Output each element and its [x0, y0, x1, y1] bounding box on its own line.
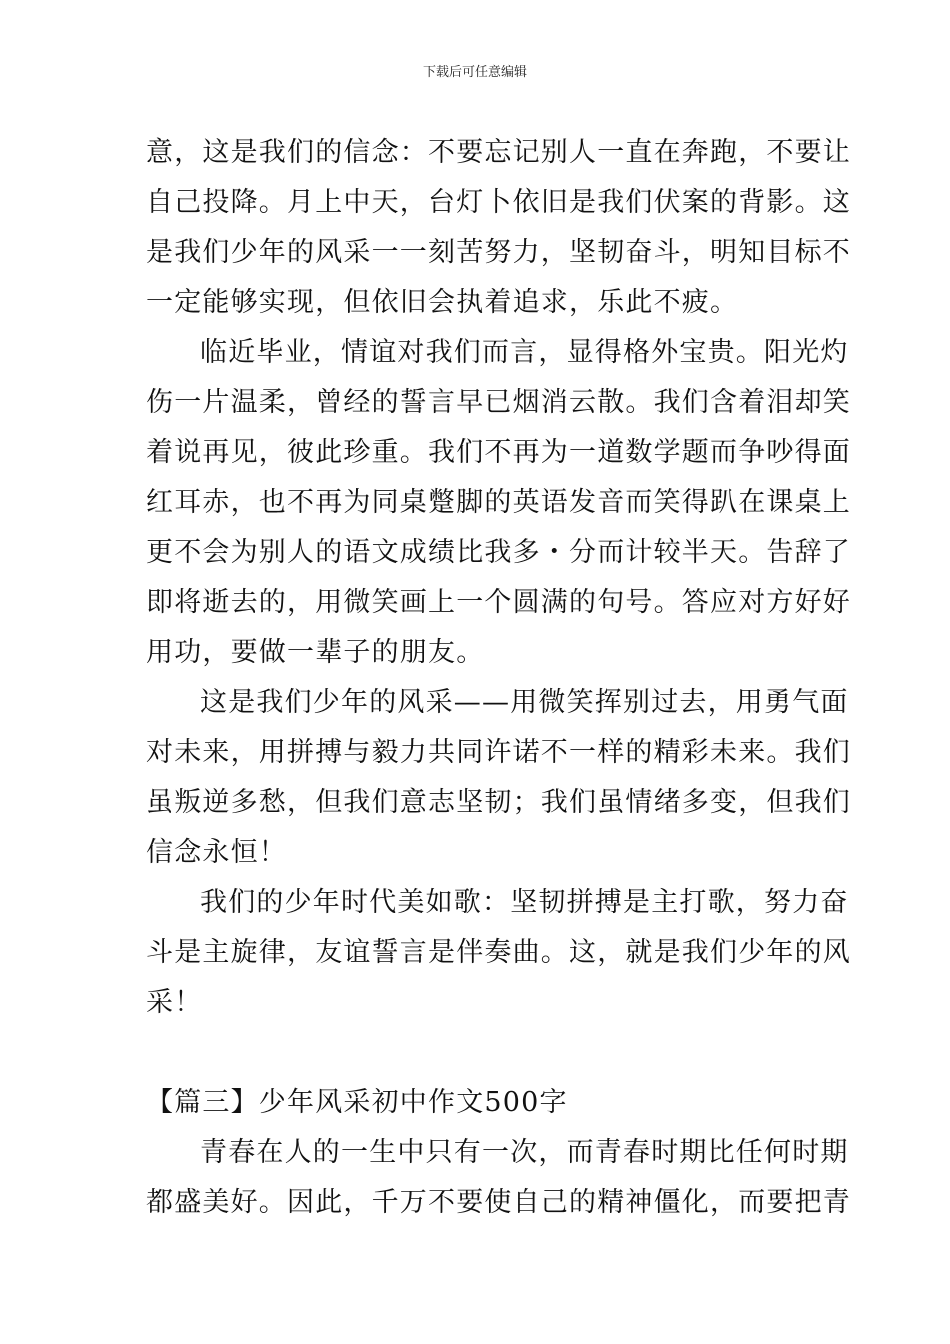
page-header: 下载后可任意编辑 — [422, 65, 527, 80]
text-line: 伤一片温柔，曾经的誓言早已烟消云散。我们含着泪却笑 — [146, 387, 851, 418]
text-line: 虽叛逆多愁，但我们意志坚韧；我们虽情绪多变，但我们 — [146, 787, 851, 818]
text-line: 是我们少年的风采一一刻苦努力，坚韧奋斗，明知目标不 — [146, 237, 851, 268]
paragraph-first-line: 我们的少年时代美如歌：坚韧拼搏是主打歌，努力奋 — [200, 887, 849, 918]
text-line: 信念永恒！ — [146, 837, 287, 868]
blank-line — [146, 1028, 808, 1078]
text-line: 一定能够实现，但依旧会执着追求，乐此不疲。 — [146, 287, 739, 318]
text-line: 都盛美好。因此，千万不要使自己的精神僵化，而要把青 — [146, 1187, 851, 1218]
paragraph-first-line: 临近毕业，情谊对我们而言，显得格外宝贵。阳光灼 — [200, 337, 849, 368]
paragraph-first-line: 青春在人的一生中只有一次，而青春时期比任何时期 — [200, 1137, 849, 1168]
text-line: 意，这是我们的信念：不要忘记别人一直在奔跑，不要让 — [146, 137, 851, 168]
text-line: 斗是主旋律，友谊誓言是伴奏曲。这，就是我们少年的风 — [146, 937, 851, 968]
text-line: 着说再见，彼此珍重。我们不再为一道数学题而争吵得面 — [146, 437, 851, 468]
text-line: 更不会为别人的语文成绩比我多・分而计较半天。告辞了 — [146, 537, 851, 568]
text-line: 自己投降。月上中天，台灯卜依旧是我们伏案的背影。这 — [146, 187, 851, 218]
text-line: 对未来，用拼搏与毅力共同许诺不一样的精彩未来。我们 — [146, 737, 851, 768]
section-heading: 【篇三】少年风采初中作文500字 — [146, 1087, 568, 1118]
text-line: 采！ — [146, 987, 203, 1018]
text-line: 即将逝去的，用微笑画上一个圆满的句号。答应对方好好 — [146, 587, 851, 618]
text-line: 用功，要做一辈子的朋友。 — [146, 637, 485, 668]
document-body — [146, 128, 851, 1228]
text-line: 红耳赤，也不再为同桌蹩脚的英语发音而笑得趴在课桌上 — [146, 487, 851, 518]
paragraph-first-line: 这是我们少年的风采——用微笑挥别过去，用勇气面 — [200, 687, 849, 718]
